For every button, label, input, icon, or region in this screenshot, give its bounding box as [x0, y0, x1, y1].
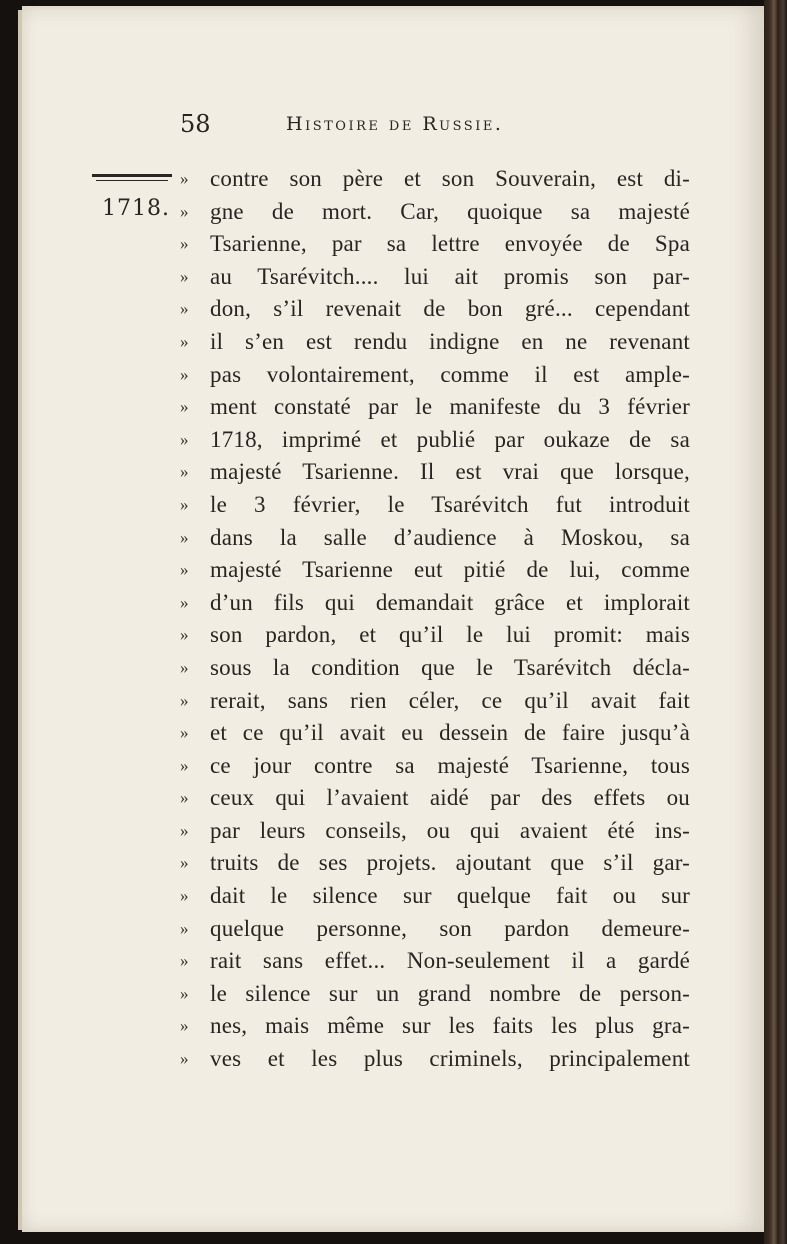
text-line: [180, 163, 690, 196]
line-text: ment constaté par le manifeste du 3 février: [210, 394, 690, 420]
line-text: ce jour contre sa majesté Tsarienne, tous: [210, 752, 690, 778]
line-text: au Tsarévitch.... lui ait promis son par-: [210, 263, 690, 289]
line-text: dans la salle d’audience à Moskou, sa: [210, 524, 690, 550]
text-line: [180, 945, 690, 978]
line-text: rait sans effet... Non-seulement il a gardé: [210, 948, 690, 974]
quotation-mark: »: [180, 690, 189, 710]
text-line: [180, 424, 690, 457]
line-text: le silence sur un grand nombre de person-: [210, 980, 690, 1006]
line-text: rerait, sans rien céler, ce qu’il avait fait: [210, 687, 690, 713]
text-line: [180, 261, 690, 294]
text-line: [180, 652, 690, 685]
text-line: [180, 522, 690, 555]
quotation-mark: »: [180, 983, 189, 1003]
page-number: 58: [180, 110, 211, 138]
line-text: et ce qu’il avait eu dessein de faire jusqu’à: [210, 720, 690, 746]
text-line: [180, 326, 690, 359]
quotation-mark: »: [180, 723, 189, 743]
text-line: [180, 391, 690, 424]
quotation-mark: »: [180, 429, 189, 449]
line-text: d’un fils qui demandait grâce et implorait: [210, 589, 690, 615]
quotation-mark: »: [180, 331, 189, 351]
text-line: [180, 913, 690, 946]
body-text: [180, 163, 690, 1076]
margin-rule-thick: [92, 174, 172, 177]
quotation-mark: »: [180, 755, 189, 775]
line-text: 1718, imprimé et publié par oukaze de sa: [210, 426, 690, 452]
quotation-mark: »: [180, 494, 189, 514]
line-text: majesté Tsarienne. Il est vrai que lorsque,: [210, 459, 690, 485]
quotation-mark: »: [180, 299, 189, 319]
quotation-mark: »: [180, 234, 189, 254]
quotation-mark: »: [180, 951, 189, 971]
quotation-mark: »: [180, 853, 189, 873]
text-line: [180, 815, 690, 848]
text-line: [180, 750, 690, 783]
line-text: quelque personne, son pardon demeure-: [210, 915, 690, 941]
text-line: [180, 359, 690, 392]
line-text: don, s’il revenait de bon gré... cependant: [210, 296, 690, 322]
text-line: [180, 685, 690, 718]
line-text: pas volontairement, comme il est ample-: [210, 361, 690, 387]
text-line: [180, 978, 690, 1011]
quotation-mark: »: [180, 1049, 189, 1069]
line-text: dait le silence sur quelque fait ou sur: [210, 883, 690, 909]
text-line: [180, 782, 690, 815]
text-line: [180, 717, 690, 750]
quotation-mark: »: [180, 918, 189, 938]
quotation-mark: »: [180, 788, 189, 808]
quotation-mark: »: [180, 397, 189, 417]
quotation-mark: »: [180, 886, 189, 906]
quotation-mark: »: [180, 820, 189, 840]
text-line: [180, 196, 690, 229]
text-line: [180, 880, 690, 913]
quotation-mark: »: [180, 527, 189, 547]
quotation-mark: »: [180, 657, 189, 677]
line-text: sous la condition que le Tsarévitch décla-: [210, 654, 690, 680]
line-text: contre son père et son Souverain, est di-: [210, 166, 690, 191]
quotation-mark: »: [180, 169, 189, 188]
quotation-mark: »: [180, 592, 189, 612]
line-text: Tsarienne, par sa lettre envoyée de Spa: [210, 231, 690, 257]
line-text: le 3 février, le Tsarévitch fut introduit: [210, 491, 690, 517]
margin-rule-ornament: [92, 174, 172, 183]
quotation-mark: »: [180, 462, 189, 482]
text-line: [180, 619, 690, 652]
line-text: par leurs conseils, ou qui avaient été ins-: [210, 817, 690, 843]
text-line: [180, 1043, 690, 1076]
line-text: il s’en est rendu indigne en ne revenant: [210, 328, 690, 354]
text-line: [180, 554, 690, 587]
quotation-mark: »: [180, 201, 189, 221]
text-line: [180, 847, 690, 880]
next-page-edge: [764, 0, 787, 1244]
quotation-mark: »: [180, 625, 189, 645]
margin-rule-thin: [96, 180, 168, 181]
quotation-mark: »: [180, 266, 189, 286]
quotation-mark: »: [180, 364, 189, 384]
text-line: [180, 293, 690, 326]
line-text: majesté Tsarienne eut pitié de lui, comme: [210, 557, 690, 583]
line-text: ves et les plus criminels, principalement: [210, 1046, 690, 1072]
margin-year-note: 1718.: [102, 196, 170, 221]
line-text: nes, mais même sur les faits les plus gra-: [210, 1013, 690, 1039]
text-line: [180, 1010, 690, 1043]
text-line: [180, 489, 690, 522]
line-text: ceux qui l’avaient aidé par des effets ou: [210, 785, 690, 811]
line-text: gne de mort. Car, quoique sa majesté: [210, 198, 690, 224]
line-text: truits de ses projets. ajoutant que s’il gar-: [210, 850, 690, 876]
quotation-mark: »: [180, 1016, 189, 1036]
text-line: [180, 587, 690, 620]
text-line: [180, 456, 690, 489]
quotation-mark: »: [180, 560, 189, 580]
running-title: Histoire de Russie.: [286, 113, 504, 135]
text-line: [180, 228, 690, 261]
line-text: son pardon, et qu’il le lui promit: mais: [210, 622, 690, 648]
